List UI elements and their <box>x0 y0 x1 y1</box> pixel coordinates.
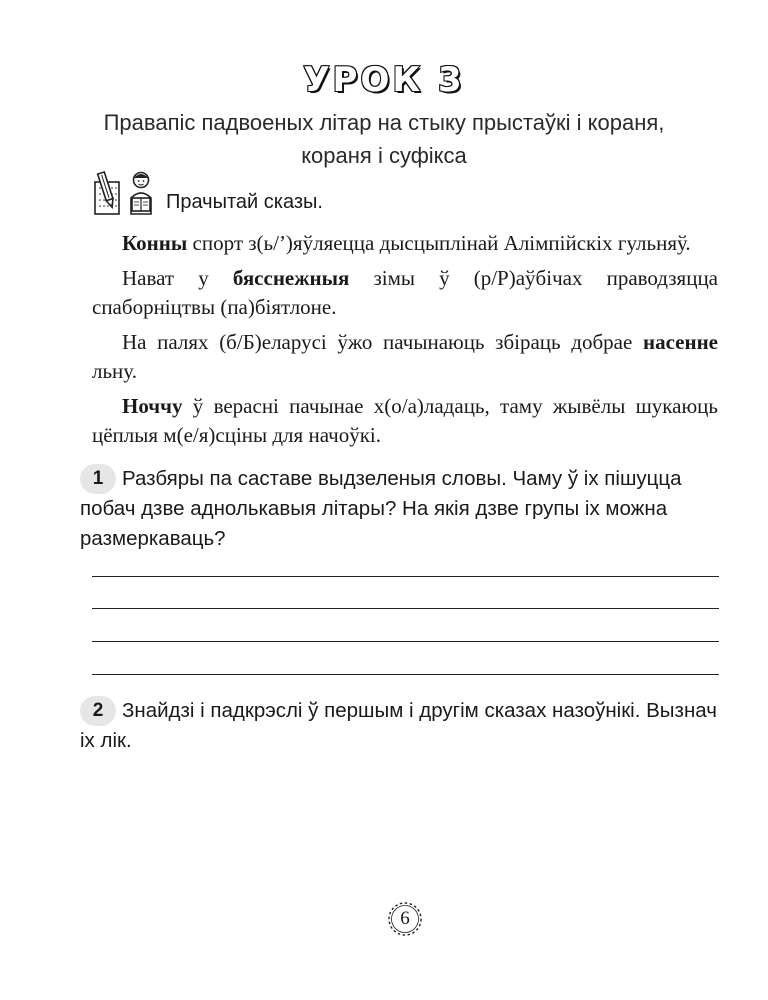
lesson-title: УРОК 3 <box>303 60 465 100</box>
highlighted-word: насенне <box>642 330 718 354</box>
sentence-2: Нават у бясснежныя зімы ў (р/Р)аўбічах праводзяцца спаборніцтвы (па)біятлоне. <box>92 266 718 319</box>
highlighted-word: бясснежныя <box>232 266 350 290</box>
answer-line[interactable] <box>92 641 719 642</box>
task-number-badge: 2 <box>80 696 116 726</box>
lesson-subtitle <box>60 106 708 172</box>
instruction-text: Прачытай сказы. <box>166 191 323 213</box>
subtitle-line-1: Правапіс падвоеных літар на стыку прыстаўкі і кораня, <box>103 110 665 135</box>
instruction-row <box>92 166 323 216</box>
sentence-4: Ноччу ў верасні пачынае х(о/а)ладаць, таму жывёлы шукаюць цёплыя м(е/я)сціны для начоўкі. <box>92 394 718 447</box>
task-1 <box>80 464 720 554</box>
highlighted-word: Конны <box>122 231 188 255</box>
page-number <box>386 900 424 938</box>
sentence-1: Конны спорт з(ь/’)яўляецца дысцыплінай Алімпійскіх гульняў. <box>122 231 691 255</box>
subtitle-line-2: кораня і суфікса <box>301 143 467 168</box>
answer-line[interactable] <box>92 576 719 577</box>
pencil-notebook-icon <box>92 170 122 216</box>
answer-line[interactable] <box>92 674 719 675</box>
reading-child-icon <box>126 170 156 216</box>
highlighted-word: Ноччу <box>122 394 183 418</box>
answer-line[interactable] <box>92 608 719 609</box>
task-number-badge: 1 <box>80 464 116 494</box>
task-text: Знайдзі і падкрэслі ў першым і другім сказах назоўнікі. Вызнач іх лік. <box>80 699 717 752</box>
page-number-text: 6 <box>400 908 410 929</box>
task-2 <box>80 696 720 756</box>
sentence-3: На палях (б/Б)еларусі ўжо пачынаюць збіраць добрае насенне льну. <box>92 330 718 383</box>
task-text: Разбяры па саставе выдзеленыя словы. Чаму ў іх пішуцца побач дзве аднолькавыя літары? На якія дзве групы іх можна размеркаваць? <box>80 467 682 550</box>
reading-passage <box>92 229 718 456</box>
